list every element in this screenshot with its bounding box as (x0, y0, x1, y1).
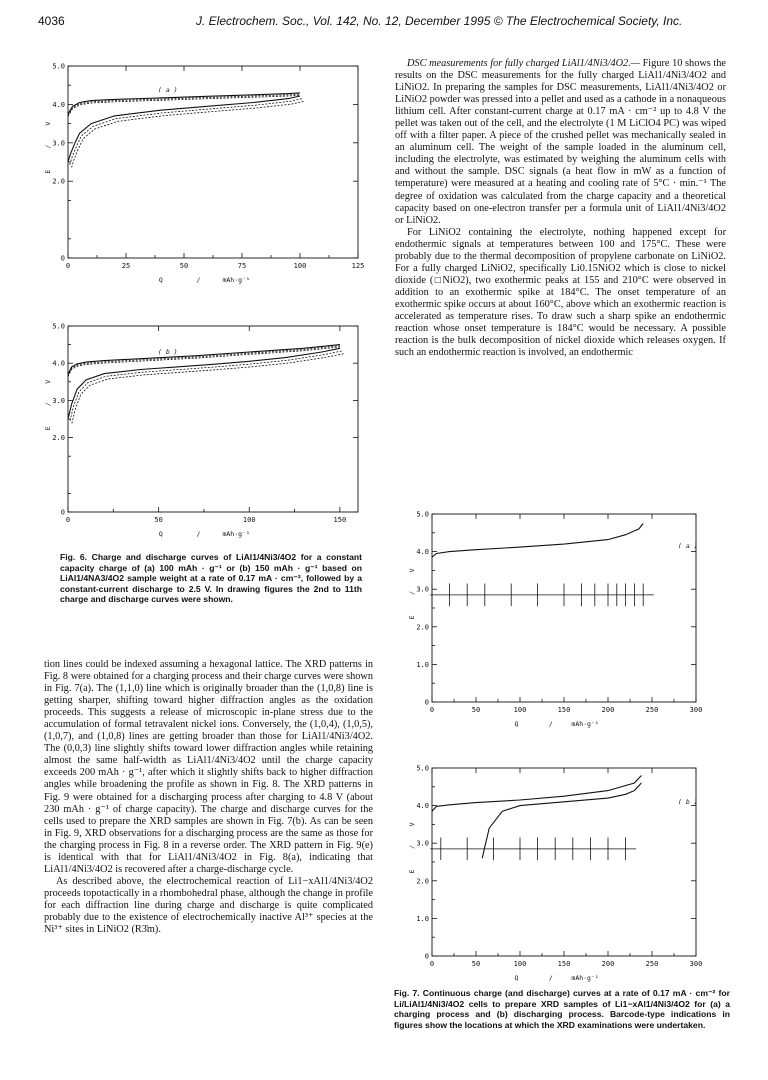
x-tick-label: 0 (429, 706, 435, 714)
y-axis-label-slash: / (408, 590, 416, 595)
panel-label: ( b ) (678, 798, 698, 806)
y-tick-label: 0 (60, 508, 65, 517)
x-tick-label: 25 (121, 262, 131, 270)
discharge-curve (68, 96, 300, 162)
x-tick-label: 200 (601, 960, 615, 968)
y-axis-label-slash: / (408, 844, 416, 849)
y-tick-label: 3.0 (52, 396, 65, 405)
x-tick-label: 100 (242, 516, 256, 524)
y-tick-label: 2.0 (416, 877, 429, 886)
y-tick-label: 3.0 (52, 139, 65, 148)
charge-curve (68, 93, 300, 114)
x-axis-label-slash: / (548, 720, 553, 728)
x-tick-label: 0 (429, 960, 435, 968)
figure-7a-chart (400, 508, 730, 762)
x-axis-label-unit: mAh·g⁻¹ (571, 974, 599, 982)
x-tick-label: 50 (471, 706, 481, 714)
x-tick-label: 100 (513, 706, 527, 714)
x-tick-label: 0 (65, 262, 71, 270)
figure-6a-chart (44, 60, 374, 290)
y-tick-label: 2.0 (52, 177, 65, 186)
x-axis-label-symbol: Q (158, 530, 163, 538)
left-column-text (44, 659, 373, 936)
y-axis-label-slash: / (44, 144, 52, 149)
discharge-curve (68, 348, 340, 419)
x-tick-label: 75 (237, 262, 247, 270)
y-tick-label: 0 (424, 698, 429, 707)
x-axis-label-slash: / (196, 276, 201, 284)
figure-7-caption: Fig. 7. Continuous charge (and discharge) curves at a rate of 0.17 mA · cm⁻² for Li/LiAl1/4Ni3/4O2 cells to prepare XRD samples of Li1−xAl1/4Ni3/4O2 for (a) a charging process and (b) discharging process. Barcode-type indications in figures show the locations at which the XRD examinations were undertaken. (394, 988, 730, 1030)
y-tick-label: 5.0 (416, 510, 429, 519)
right-paragraph-1: Figure 10 shows the results on the DSC measurements for the fully charged LiAl1/4Ni3/4O2 and LiNiO2. In preparing the samples for DSC measurements, LiAl1/4Ni3/4O2 or LiNiO2 powder was pressed into a pellet and used as a cathode in a nonaqueous lithium cell. After constant-current charge at 0.17 mA · cm⁻² up to 4.8 V the pellet was taken out of the cell, and the electrolyte (1 M LiClO4 PC) was wiped off with a filter paper. A piece of the crushed pellet was mechanically sealed in an aluminum cell. The weight of the sample loaded in the aluminum cell, including the electrolyte, was estimated by weighing the aluminum cells with and without the sample. DSC signals (a heat flow in mW as a function of temperature) were measured at a heating and cooling rate of 5°C · min.⁻¹ The degree of oxidation was calculated from the charge capacity and a theoretical capacity based on one-electron transfer per a formula unit of LiAl1/4Ni3/4O2 or LiNiO2. (395, 58, 726, 226)
charge-curve (432, 776, 641, 812)
panel-label: ( a ) (678, 542, 698, 550)
x-axis-label-symbol: Q (514, 974, 519, 982)
y-axis-label-unit: V (44, 121, 52, 126)
x-tick-label: 100 (513, 960, 527, 968)
charge-curve (432, 523, 643, 557)
x-tick-label: 100 (293, 262, 307, 270)
x-axis-label-slash: / (196, 530, 201, 538)
y-tick-label: 3.0 (416, 839, 429, 848)
left-paragraph-1: tion lines could be indexed assuming a hexagonal lattice. The XRD patterns in Fig. 8 were obtained for a charging process and their charge curves were shown in Fig. 7(a). The (1,1,0) line which is originally broader than the (1,0,8) line is getting sharper, shifting toward higher diffraction angles as the oxidation proceeds. This suggests a release of microscopic in-plane stress due to the accumulation of formal tetravalent nickel ions. Conversely, the (1,0,4), (1,0,5), (1,0,7), and (1,0,8) lines are getting broader than those for LiAl1/4Ni3/4O2. The (0,0,3) line slightly shifts toward lower diffraction angles while retaining almost the same half-width as LiAl1/4Ni3/4O2 until the charge capacity exceeds 200 mAh · g⁻¹, after which it slightly shifts back to higher diffraction angles while broadening the profile as shown in Fig. 8. The XRD patterns in Fig. 9 were obtained for a discharging process after charging to 4.8 V (about 230 mAh · g⁻¹ of charge capacity). The charge and discharge curves for the cells used to prepare the XRD samples are shown in Fig. 7(b). As can be seen in Fig. 9, XRD observations for a discharging process are the same as those for the charging process in Fig. 8 in a reverse order. The XRD pattern in Fig. 9(e) is identical with that for LiAl1/4Ni3/4O2 in Fig. 8(a), indicating that LiAl1/4Ni3/4O2 is recovered after a charge-discharge cycle. (44, 659, 373, 875)
x-tick-label: 300 (689, 960, 703, 968)
x-tick-label: 125 (351, 262, 365, 270)
x-tick-label: 150 (333, 516, 347, 524)
x-tick-label: 50 (179, 262, 189, 270)
y-axis-label-unit: V (408, 822, 416, 827)
y-axis-label-unit: V (408, 568, 416, 573)
discharge-curve (70, 351, 342, 422)
x-axis-label-symbol: Q (514, 720, 519, 728)
right-column-text (395, 58, 726, 359)
y-axis-label-symbol: E (408, 615, 416, 620)
y-axis-label-unit: V (44, 379, 52, 384)
discharge-curve (482, 783, 641, 858)
x-axis-label-symbol: Q (158, 276, 163, 284)
figure-6b-chart (44, 320, 374, 546)
discharge-curve (72, 101, 304, 167)
journal-header: J. Electrochem. Soc., Vol. 142, No. 12, December 1995 © The Electrochemical Society, Inc. (196, 14, 683, 28)
x-tick-label: 150 (557, 960, 571, 968)
y-tick-label: 4.0 (416, 548, 429, 557)
y-tick-label: 4.0 (52, 100, 65, 109)
dsc-section-heading: DSC measurements for fully charged LiAl1/4Ni3/4O2.— (407, 58, 640, 69)
plot-frame (68, 326, 358, 512)
y-axis-label-symbol: E (44, 169, 52, 174)
charge-curve (68, 345, 340, 375)
x-axis-label-slash: / (548, 974, 553, 982)
y-tick-label: 4.0 (52, 359, 65, 368)
x-tick-label: 250 (645, 960, 659, 968)
y-axis-label-symbol: E (408, 869, 416, 874)
panel-label: ( a ) (158, 86, 178, 94)
x-tick-label: 150 (557, 706, 571, 714)
y-tick-label: 2.0 (416, 623, 429, 632)
plot-frame (432, 514, 696, 702)
y-axis-label-symbol: E (44, 426, 52, 431)
left-paragraph-2: As described above, the electrochemical reaction of Li1−xAl1/4Ni3/4O2 proceeds topotactically in a rhombohedral phase, although the change in profile for each diffraction line during charge and discharge is quite complicated probably due to the existence of electrochemically inactive Al³⁺ species at the Ni³⁺ sites in LiNiO2 (R3̄m). (44, 875, 373, 936)
panel-label: ( b ) (158, 348, 178, 356)
x-tick-label: 200 (601, 706, 615, 714)
x-tick-label: 50 (154, 516, 163, 524)
y-tick-label: 5.0 (52, 62, 65, 71)
y-tick-label: 0 (424, 952, 429, 961)
y-axis-label-slash: / (44, 402, 52, 407)
x-axis-label-unit: mAh·g⁻¹ (222, 530, 250, 538)
y-tick-label: 5.0 (416, 764, 429, 773)
y-tick-label: 4.0 (416, 802, 429, 811)
figure-6-caption: Fig. 6. Charge and discharge curves of LiAl1/4Ni3/4O2 for a constant capacity charge of (a) 100 mAh · g⁻¹ or (b) 150 mAh · g⁻¹ based on LiAl1/4NA3/4O2 sample weight at a rate of 0.17 mA · cm⁻², followed by a constant-current discharge to 2.5 V. In drawing figures the 2nd to 11th charge and discharge curves were shown. (60, 552, 362, 605)
y-tick-label: 1.0 (416, 914, 429, 923)
figure-7b-chart (400, 762, 730, 986)
x-axis-label-unit: mAh·g⁻¹ (222, 276, 250, 284)
y-tick-label: 1.0 (416, 660, 429, 669)
x-axis-label-unit: mAh·g⁻¹ (571, 720, 599, 728)
y-tick-label: 3.0 (416, 585, 429, 594)
y-tick-label: 0 (60, 254, 65, 263)
x-tick-label: 250 (645, 706, 659, 714)
charge-curve (68, 95, 300, 116)
x-tick-label: 0 (65, 516, 71, 524)
x-tick-label: 300 (689, 706, 703, 714)
x-tick-label: 50 (471, 960, 481, 968)
y-tick-label: 2.0 (52, 434, 65, 443)
right-paragraph-2: For LiNiO2 containing the electrolyte, nothing happened except for endothermic signals at temperatures between 100 and 175°C. These were probably due to the thermal decomposition of propylene carbonate on LiNiO2. For a fully charged LiNiO2, specifically Li0.15NiO2 which is close to nickel dioxide (□NiO2), two exothermic peaks at 155 and 210°C were observed in addition to an exothermic spike at 184°C. The onset temperature of an exothermic spike occurs at about 160°C, above which an exothermic reaction is accelerated as temperature rises. To draw such a sharp spike an endothermic reaction whose onset temperature is 184°C would be necessary. A possible reaction is the bulk decomposition of nickel dioxide which releases oxygen. If such an endothermic reaction is involved, an endothermic (395, 226, 726, 359)
plot-frame (68, 66, 358, 258)
y-tick-label: 5.0 (52, 322, 65, 331)
page-number: 4036 (38, 14, 65, 28)
